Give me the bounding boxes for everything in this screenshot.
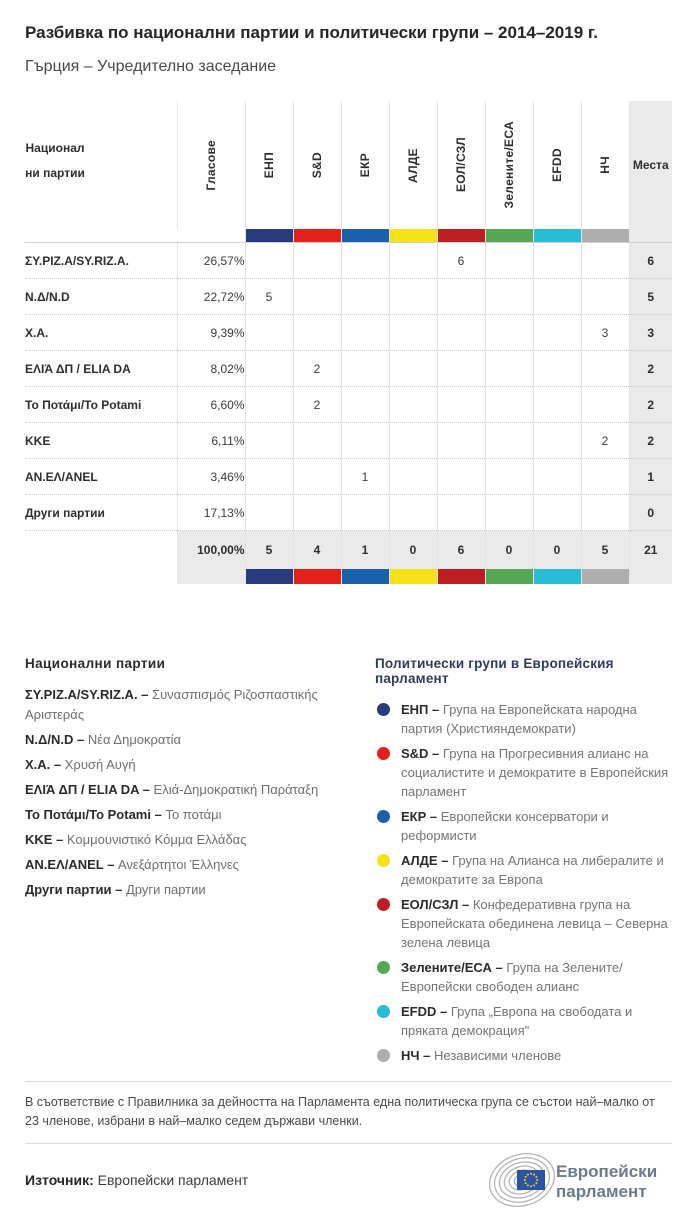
seat-cell [341,243,389,279]
group-color-bar [389,569,437,584]
group-color-bar [485,229,533,243]
seat-cell [341,423,389,459]
seat-cell [485,351,533,387]
seat-cell [533,423,581,459]
party-seats-total: 0 [629,495,672,531]
party-legend-item [25,755,355,775]
bar-row-seats-cell [629,229,672,243]
group-color-dot [377,703,390,716]
seat-cell [389,243,437,279]
total-seats: 21 [629,531,672,570]
group-column-header [485,101,533,229]
eu-star [536,1179,538,1181]
party-legend-name: ΚΚΕ – [25,832,64,847]
seat-cell [245,495,293,531]
total-seat-cell: 1 [341,531,389,570]
party-legend-desc: Други партии [125,882,206,897]
seat-cell [485,495,533,531]
group-legend-item [375,958,672,996]
group-color-bar-row [25,229,672,243]
party-legend-desc: Κομμουνιστικό Κόμμα Ελλάδας [66,832,247,847]
seat-cell [341,387,389,423]
seat-cell [389,423,437,459]
seat-cell [389,459,437,495]
party-legend-desc: Ανεξάρτητοι Έλληνες [117,857,239,872]
group-name: ЕКР – [401,809,438,824]
seat-cell [533,495,581,531]
group-desc: Група на Алианса на либералите и демократите за Европа [401,853,664,887]
party-votes: 3,46% [177,459,245,495]
seat-cell [389,315,437,351]
group-color-bar [293,229,341,243]
table-row [25,495,672,531]
table-row [25,243,672,279]
seat-cell [437,459,485,495]
group-legend-text [401,958,672,996]
seat-cell: 2 [293,387,341,423]
votes-column-label: Гласове [204,139,218,191]
parties-column-label: Национални партии [25,141,85,180]
total-label-cell [25,531,177,570]
seat-cell [389,351,437,387]
eu-star [530,1173,532,1175]
results-table [25,101,672,584]
party-votes: 6,60% [177,387,245,423]
party-legend-item [25,880,355,900]
group-desc: Група „Европа на свободата и пряката демокрация" [401,1004,633,1038]
group-column-header [533,101,581,229]
national-parties-list [25,685,355,900]
party-votes: 26,57% [177,243,245,279]
party-seats-total: 1 [629,459,672,495]
group-color-dot [377,961,390,974]
seat-cell [485,459,533,495]
party-name: ΣΥ.PIZ.A/SY.RIZ.A. [25,243,177,279]
group-color-bar [341,229,389,243]
party-legend-item [25,805,355,825]
party-votes: 22,72% [177,279,245,315]
bar-row-spacer [25,229,245,243]
seat-cell [341,351,389,387]
eu-star [527,1174,529,1176]
group-column-label: EFDD [550,148,564,182]
seat-cell [293,243,341,279]
seat-cell [245,315,293,351]
seat-cell [341,315,389,351]
party-legend-desc: Συνασπισμός Ριζοσπαστικής Αριστεράς [25,687,318,722]
group-name: ЕОЛ/СЗЛ – [401,897,470,912]
seat-cell [245,387,293,423]
group-legend-item [375,1002,672,1040]
total-votes: 100,00% [177,531,245,570]
seat-cell [533,351,581,387]
footer [25,1150,672,1210]
seat-cell [293,423,341,459]
total-seat-cell: 0 [533,531,581,570]
seat-cell: 3 [581,315,629,351]
seat-cell [581,279,629,315]
seat-cell [533,279,581,315]
group-legend-item [375,807,672,845]
votes-column-header [177,101,245,229]
group-column-label: Зелените/ЕСА [502,121,516,209]
eu-star [535,1176,537,1178]
party-seats-total: 2 [629,423,672,459]
group-legend-text [401,1002,672,1040]
seat-cell: 2 [581,423,629,459]
group-color-bar [341,569,389,584]
seat-cell [533,243,581,279]
group-name: ЕНП – [401,702,440,717]
seat-cell [581,243,629,279]
table-total-row [25,531,672,570]
party-seats-total: 3 [629,315,672,351]
total-seat-cell: 0 [485,531,533,570]
seat-cell [245,423,293,459]
group-column-header [581,101,629,229]
group-name: S&D – [401,746,440,761]
party-seats-total: 2 [629,351,672,387]
group-desc: Европейски консерватори и реформисти [401,809,609,843]
group-color-dot [377,1049,390,1062]
seat-cell: 2 [293,351,341,387]
seat-cell: 1 [341,459,389,495]
table-row [25,423,672,459]
bottom-bar-row [25,569,672,584]
legends [25,656,672,1071]
group-color-bar [485,569,533,584]
seat-cell [581,387,629,423]
page [0,22,700,1201]
group-color-bar [533,569,581,584]
group-color-bar [533,229,581,243]
party-legend-name: Το Ποτάμι/To Potami – [25,807,162,822]
party-votes: 6,11% [177,423,245,459]
table-header-row [25,101,672,229]
seat-cell [437,279,485,315]
total-seat-cell: 5 [581,531,629,570]
group-column-label: АЛДЕ [406,147,420,183]
group-desc: Независими членове [434,1048,562,1063]
group-color-dot [377,854,390,867]
eu-star [533,1174,535,1176]
group-desc: Група на Прогресивния алианс на социалистите и демократите в Европейския парламент [401,746,669,799]
european-parliament-logo [486,1150,672,1210]
group-color-bar [437,229,485,243]
eu-star [524,1179,526,1181]
group-desc: Група на Зелените/Европейски свободен алианс [401,960,623,994]
seat-cell: 6 [437,243,485,279]
group-name: АЛДЕ – [401,853,449,868]
seat-cell [485,279,533,315]
eu-star [525,1182,527,1184]
group-legend-item [375,700,672,738]
seat-cell [485,315,533,351]
group-legend-text [401,700,672,738]
seats-header: Места [629,101,672,229]
seat-cell [293,315,341,351]
group-color-bar [245,229,293,243]
seat-cell [389,279,437,315]
seat-cell [389,495,437,531]
seat-cell [581,495,629,531]
party-legend-item [25,830,355,850]
group-color-dot [377,747,390,760]
party-legend-name: ΣΥ.PIZ.A/SY.RIZ.A. – [25,687,149,702]
party-seats-total: 6 [629,243,672,279]
political-groups-legend [375,656,672,1071]
rule-note: В съответствие с Правилника за дейността на Парламента една политическа група се състои най–малко от 23 членове, избрани в най–малко седем държави членки. [25,1095,655,1128]
group-column-label: ЕКР [358,152,372,178]
group-column-header [245,101,293,229]
party-legend-item [25,780,355,800]
group-name: EFDD – [401,1004,448,1019]
party-name: ΚΚΕ [25,423,177,459]
group-column-label: ЕОЛ/СЗЛ [454,137,468,193]
group-legend-text [401,807,672,845]
group-name: Зелените/ЕСА – [401,960,503,975]
party-legend-item [25,730,355,750]
seat-cell [485,387,533,423]
seat-cell [293,495,341,531]
total-seat-cell: 5 [245,531,293,570]
party-legend-name: Други партии – [25,882,123,897]
group-legend-text [401,895,672,952]
seat-cell [581,351,629,387]
table-row [25,387,672,423]
party-legend-desc: Το ποτάμι [165,807,222,822]
logo-text-line1: Европейски [556,1162,658,1181]
group-column-label: ЕНП [262,151,276,179]
party-votes: 17,13% [177,495,245,531]
group-legend-text [401,851,672,889]
group-column-header [341,101,389,229]
group-name: НЧ – [401,1048,431,1063]
seat-cell [437,423,485,459]
seat-cell [389,387,437,423]
party-name: Χ.Α. [25,315,177,351]
group-legend-text [401,744,672,801]
total-seat-cell: 4 [293,531,341,570]
group-color-bar [581,569,629,584]
group-color-bar [437,569,485,584]
group-color-dot [377,1005,390,1018]
seat-cell [437,495,485,531]
seat-cell [293,279,341,315]
group-column-label: НЧ [598,156,612,174]
eu-star [525,1176,527,1178]
group-legend-text [401,1046,561,1065]
party-legend-name: Ν.Δ/N.D – [25,732,85,747]
seat-cell [533,459,581,495]
eu-star [535,1182,537,1184]
source-value: Европейски парламент [97,1172,249,1188]
table-row [25,279,672,315]
party-votes: 9,39% [177,315,245,351]
group-column-header [437,101,485,229]
eu-flag-icon [517,1170,545,1190]
party-seats-total: 2 [629,387,672,423]
note-section [25,1081,672,1144]
group-color-dot [377,810,390,823]
party-legend-desc: Χρυσή Αυγή [64,757,136,772]
seat-cell [437,351,485,387]
bottom-bar-votes-cell [177,569,245,584]
party-name: ΕΛΙΆ ΔΠ / ELIA DA [25,351,177,387]
total-seat-cell: 0 [389,531,437,570]
seat-cell [245,351,293,387]
seat-cell: 5 [245,279,293,315]
bottom-bar-seats-cell [629,569,672,584]
seat-cell [245,459,293,495]
seat-cell [293,459,341,495]
group-color-bar [389,229,437,243]
table-head [25,101,672,229]
party-legend-desc: Νέα Δημοκρατία [87,732,181,747]
party-legend-name: ΕΛΙΆ ΔΠ / ELIA DA – [25,782,150,797]
seat-cell [533,315,581,351]
source-label: Източник: [25,1172,94,1188]
party-legend-item [25,685,355,725]
seat-cell [437,315,485,351]
seat-cell [341,495,389,531]
seat-cell [341,279,389,315]
eu-star [527,1184,529,1186]
eu-star [533,1184,535,1186]
party-name: Ν.Δ/N.D [25,279,177,315]
party-name: Το Ποτάμι/To Potami [25,387,177,423]
party-legend-desc: Ελιά-Δημοκρατική Παράταξη [153,782,319,797]
table-body [25,229,672,584]
logo-text-line2: парламент [556,1182,647,1201]
group-desc: Конфедеративна група на Европейската обединена левица – Северна зелена левица [401,897,668,950]
political-groups-heading: Политически групи в Европейския парламент [375,656,614,686]
party-legend-name: Χ.Α. – [25,757,62,772]
national-parties-legend [25,656,355,1071]
eu-star [530,1185,532,1187]
group-column-header [389,101,437,229]
seat-cell [485,423,533,459]
group-legend-item [375,1046,672,1065]
group-column-header [293,101,341,229]
group-legend-item [375,851,672,889]
bottom-bar-spacer [25,569,177,584]
political-groups-list [375,700,672,1065]
page-title: Разбивка по национални партии и политически групи – 2014–2019 г. [25,23,598,42]
group-legend-item [375,895,672,952]
national-parties-heading: Национални партии [25,656,166,671]
seat-cell [485,243,533,279]
seat-cell [437,387,485,423]
group-legend-item [375,744,672,801]
page-subtitle: Гърция – Учредително заседание [25,58,277,75]
table-row [25,459,672,495]
table-row [25,315,672,351]
seat-cell [581,459,629,495]
party-legend-name: ΑΝ.ΕΛ/ANEL – [25,857,115,872]
group-color-bar [245,569,293,584]
total-seat-cell: 6 [437,531,485,570]
seat-cell [533,387,581,423]
parties-column-header [25,101,177,229]
group-column-label: S&D [310,151,324,179]
table-row [25,351,672,387]
seat-cell [245,243,293,279]
party-legend-item [25,855,355,875]
party-votes: 8,02% [177,351,245,387]
group-color-bar [293,569,341,584]
source-line [25,1172,248,1188]
party-seats-total: 5 [629,279,672,315]
group-color-bar [581,229,629,243]
group-color-dot [377,898,390,911]
party-name: Други партии [25,495,177,531]
group-desc: Група на Европейската народна партия (Християндемократи) [401,702,637,736]
party-name: ΑΝ.ΕΛ/ANEL [25,459,177,495]
